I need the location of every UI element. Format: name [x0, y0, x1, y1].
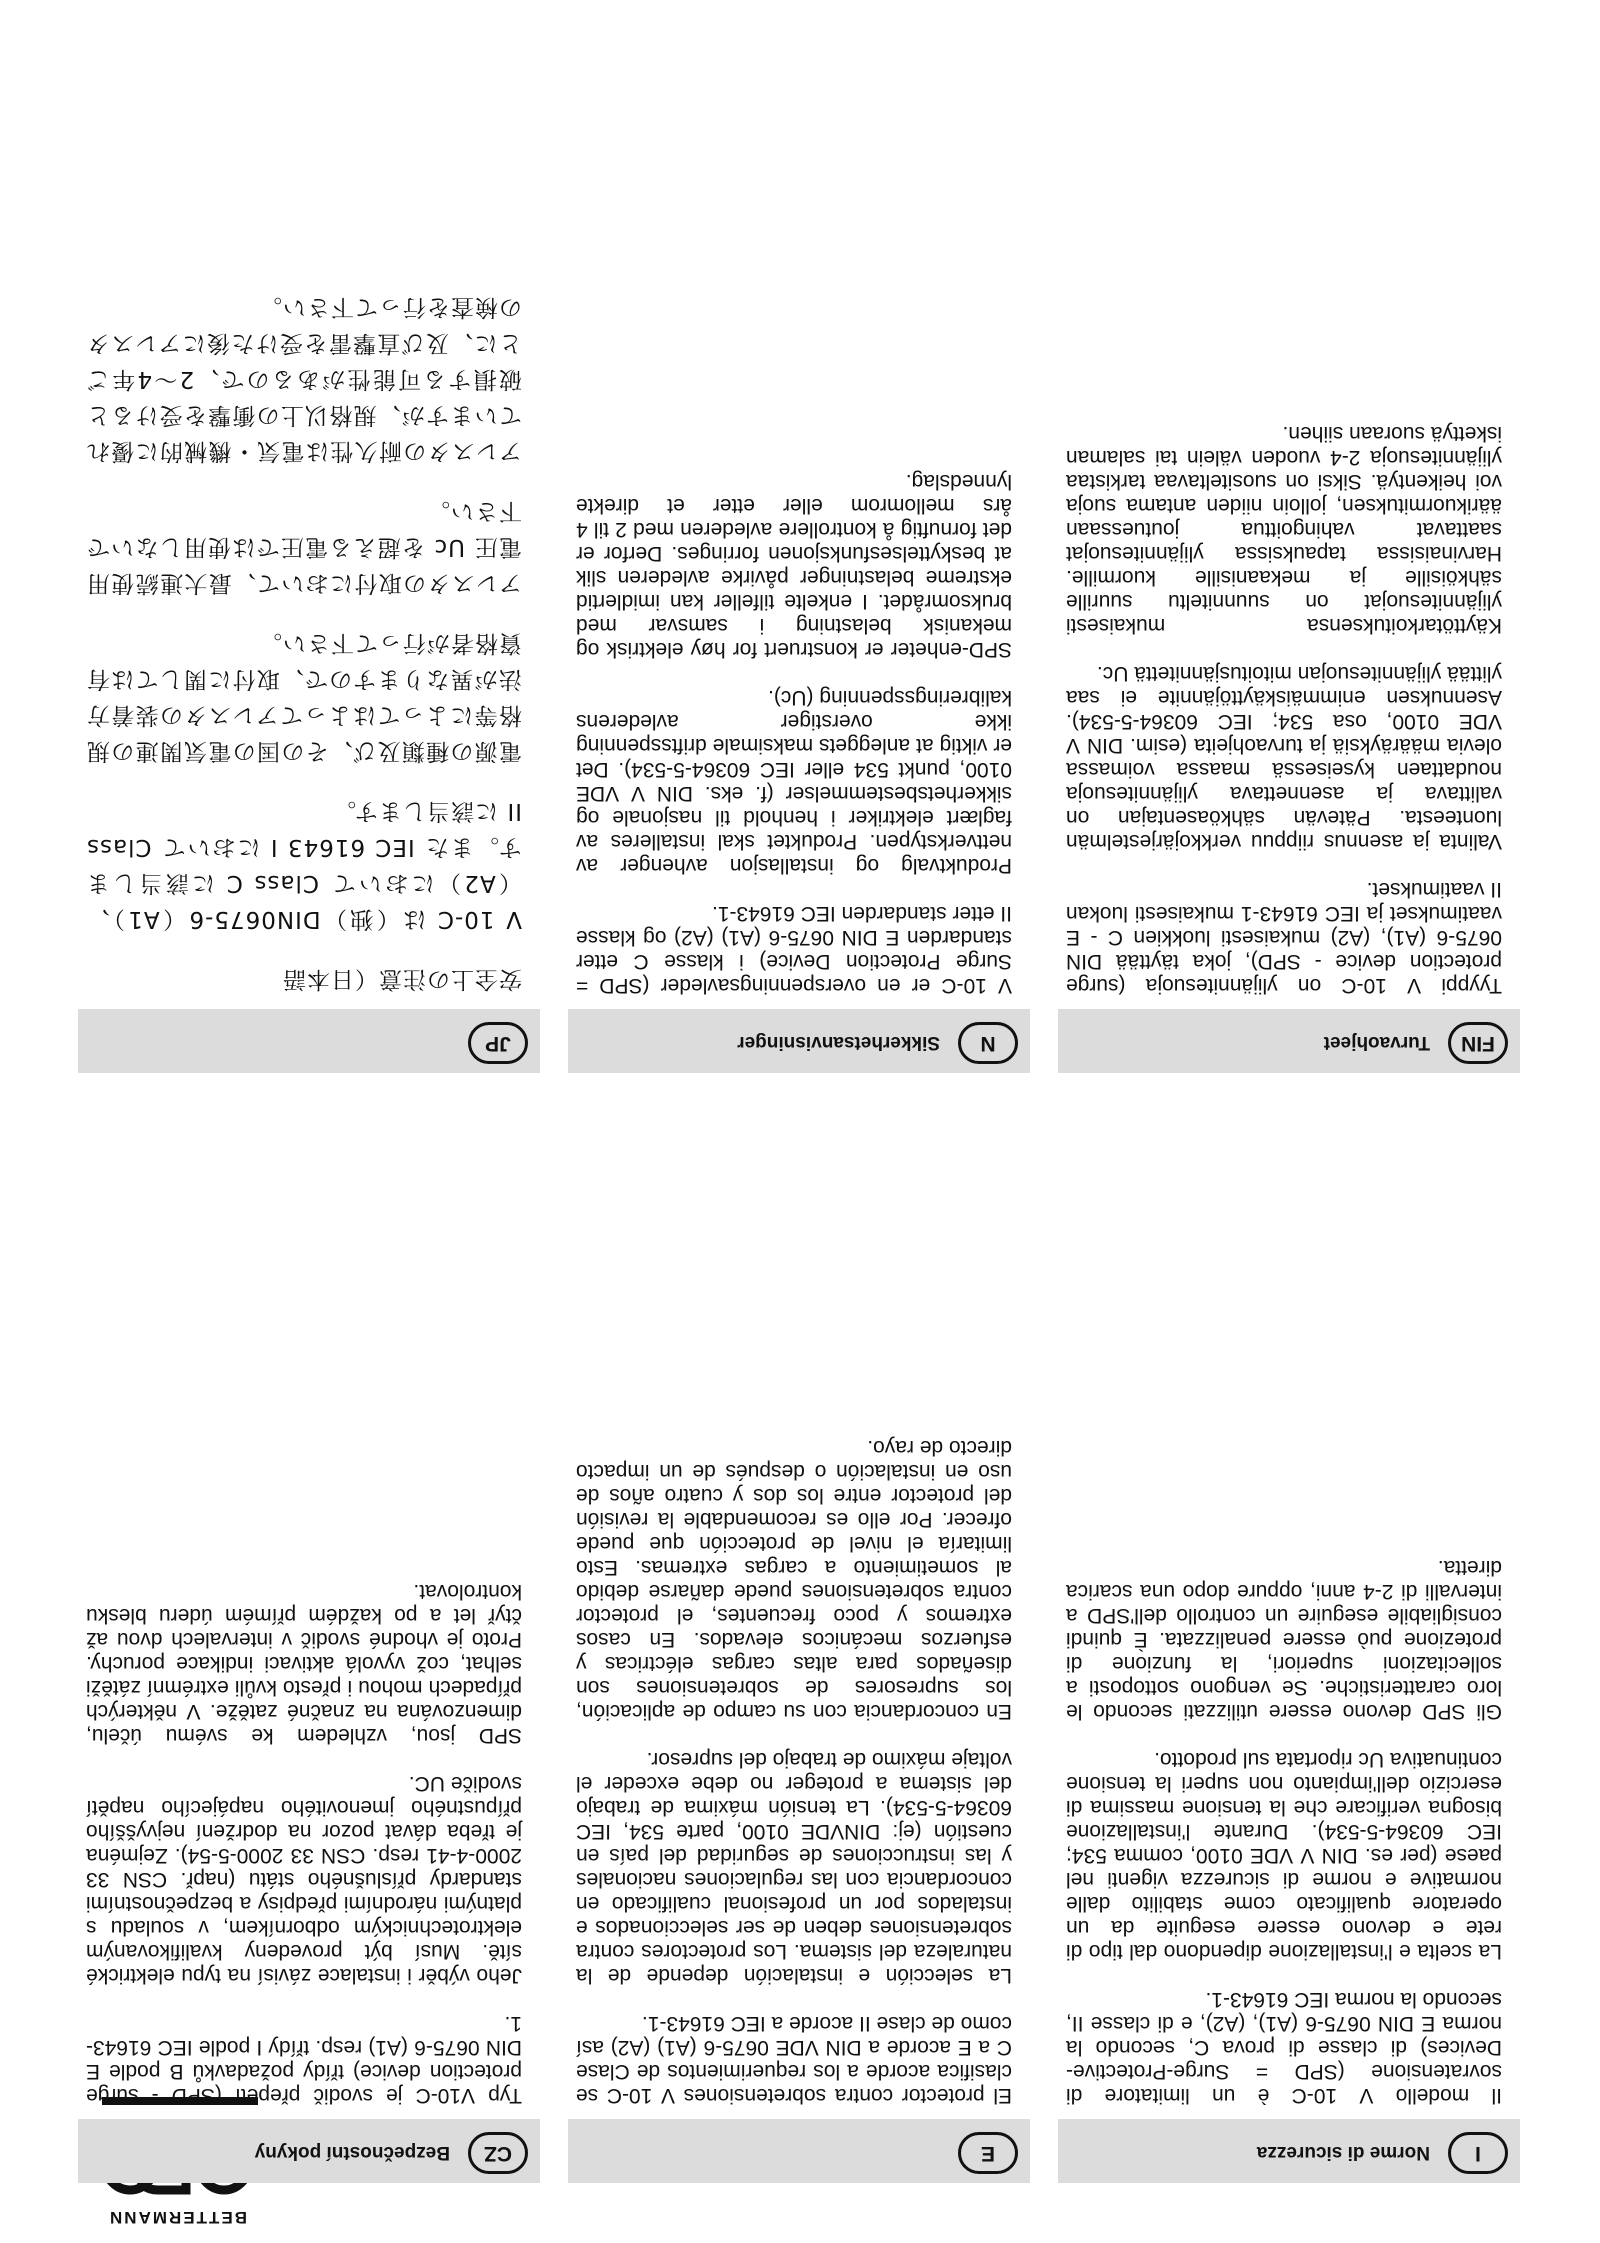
paragraph: 安全上の注意（日本語	[282, 966, 522, 992]
section-body	[78, 289, 540, 997]
section-e	[568, 1411, 1030, 2183]
section-n	[568, 445, 1030, 1073]
paragraph: Jeho výběr i instalace závisí na typu elektrické sítě. Musí být provedeny kvalifikovaným elektrotechnickým odborníkem, v souladu s platnými národními předpisy a bezpečnostními standardy příslušného státu (např. CSN 33 2000-4-41 resp. CSN 33 2000-5-54). Zejména je třeba dávat pozor na dodržení nejvyššího přípustného jmenovitého napájecího napětí svodiče UC.	[86, 1772, 522, 1987]
paragraph: Käyttötarkoituksensa mukaisesti ylijännitesuojat on suunniteltu suurille sähköisille ja mekaanisille kuormille. Harvinaisissa tapauksissa ylijännitesuojat saattavat vahingoittua joutuessaan äärikuormituksen, jolloin niiden antama suoja voi heikentyä. Siksi on suositeltavaa tarkistaa ylijännitesuoja 2-4 vuoden välein tai salaman iskettyä suoraan siihen.	[1066, 422, 1502, 637]
paragraph: Typ V10-C je svodič přepětí (SPD - surge protection device) třídy požadavků B podle E DIN 0675-6 (A1) resp. třídy I podle IEC 61643-1.	[86, 2012, 522, 2107]
section-body	[78, 1579, 540, 2107]
section-header	[1058, 1009, 1520, 1073]
section-header	[78, 1009, 540, 1073]
language-code-badge: N	[958, 1022, 1018, 1064]
section-header	[568, 1009, 1030, 1073]
paragraph: Produktvalg og installasjon avhenger av nettverkstypen. Produktet skal installeres av faglært elektriker i henhold til nasjonale og sikkerhetsbestemmelser (f. eks. DIN V VDE 0100, punkt 534 eller IEC 60364-5-534). Det er viktig at anleggets maksimale driftsspenning ikke overstiger avlederens kalibreringsspenning (Uc).	[576, 686, 1012, 877]
language-code-badge: FIN	[1448, 1022, 1508, 1064]
paragraph: Tyyppi V 10-C on ylijännitesuoja (surge protection device - SPD), joka täyttää DIN 0675-6 (A1), (A2) mukaisesti luokkien C - E vaatimukset ja IEC 61643-1 mukaisesti luokan II vaatimukset.	[1066, 878, 1502, 997]
paragraph: Valinta ja asennus riippuu verkkojärjestelmän luonteesta. Pätevän sähköasentajan on valittava ja asennettava ylijännitesuoja noudattaen kyseisessä maassa voimassa olevia määräyksiä ja turvaohjeita (esim. DIN V VDE 0100, osa 534; IEC 60364-5-534). Asennuksen enimmäiskäyttöjännite ei saa ylittää ylijännitesuojan mitoitusjännitettä Uc.	[1066, 662, 1502, 853]
section-body	[568, 469, 1030, 997]
language-code-badge: E	[958, 2132, 1018, 2174]
section-fin	[1058, 397, 1520, 1073]
paragraph: SPD jsou, vzhledem ke svému účelu, dimenzována na značné zatěže. V některých případech mohou i přesto kvůli extrémní zátěži selhat, což vyvolá aktivaci indikace poruchy. Proto je vhodné svodič v intervalech dvou až čtyř let a po každém přímém úderu blesku kontrolovat.	[86, 1580, 522, 1747]
section-body	[568, 1435, 1030, 2107]
paragraph: La selección e instalación depende de la naturaleza del sistema. Los protectores contra sobretensiones deben de ser seleccionados e instalados por un profesional cualificado en concordancia con las regulaciones nacionales y las instrucciones de seguridad del país en cuestión (ej: DINVDE 0100, parte 534, IEC 60364-5-534). La tensión máxima de trabajo del sistema a proteger no debe exceder el voltaje máximo de trabajo del supresor.	[576, 1748, 1012, 1987]
section-i	[1058, 1531, 1520, 2183]
paragraph: V 10-C er en overspenningsavleder (SPD = Surge Protection Device) i klasse C etter standarden E DIN 0675-6 (A1) (A2) og klasse II etter standarden IEC 61643-1.	[576, 902, 1012, 997]
section-title: Sikkerhetsanvisninger	[737, 1032, 940, 1053]
section-cz	[78, 1555, 540, 2183]
section-header	[568, 2119, 1030, 2183]
paragraph: El protector contra sobretensiones V 10-C se clasifica acorde a los requerimientos de Clase C a E acorde a DIN VDE 0675-6 (A1) (A2) así como de clase II acorde a IEC 61643-1.	[576, 2012, 1012, 2107]
section-title: Bezpečnostní pokyny	[254, 2142, 450, 2163]
language-code-badge: JP	[468, 1022, 528, 1064]
paragraph: La scelta e l'installazione dipendono dal tipo di rete e devono essere eseguite da un operatore qualificato come stabilito dalle normative e norme di sicurezza vigenti nel paese (per es. DIN V VDE 0100, comma 534; IEC 60364-5-534). Durante l'installazione bisogna verificare che la tensione massima di esercizio dell'impianto non superi la tensione continuativa Uc riportata sul prodotto.	[1066, 1748, 1502, 1963]
section-title: Norme di sicurezza	[1256, 2142, 1430, 2163]
paragraph: アレスタの取付において、最大連続使用電圧 Uc を超える電圧では使用しないで下さい。	[86, 498, 522, 596]
language-code-badge: I	[1448, 2132, 1508, 2174]
section-header	[1058, 2119, 1520, 2183]
paragraph: Gli SPD devono essere utilizzati secondo le loro caratteristiche. Se vengono sottoposti a sollecitazioni superiori, la funzione di protezione può essere penalizzata. È quindi consigliabile eseguire un controllo dell'SPD a intervalli di 2-4 anni, oppure dopo una scarica diretta.	[1066, 1556, 1502, 1723]
paragraph: V 10-C は（独）DIN0675-6（A1）、（A2）において Class C に該当します。また IEC 61643 I において Class II に該当します。	[86, 798, 522, 932]
paragraph: アレスタの耐久性は電気・機械的に優れていますが、規格以上の衝撃を受けると破損する可能性があるので、2〜4年ごとに、及び直撃雷を受けた後にアレスタの検査を行って下さい。	[86, 294, 522, 464]
paragraph: En concordancia con su campo de aplicación, los supresores de sobretensiones son diseñados para altas cargas eléctricas y esfuerzos mecánicos elevados. En casos extremos y poco frecuentes, el protector contra sobretensiones puede dañarse debido al sometimiento a cargas extremas. Esto limitaría el nivel de protección que puede ofrecer. Por ello es recomendable la revisión del protector entre los dos y cuatro años de uso en instalación o después de un impacto directo de rayo.	[576, 1436, 1012, 1723]
paragraph: Il modello V 10-C è un limitatore di sovratensione (SPD = Surge-Protective-Devices) di classe di prova C, secondo la norma E DIN 0675-6 (A1), (A2), e di classe II, secondo la norma IEC 61643-1.	[1066, 1988, 1502, 2107]
section-title: Turvaohjeet	[1323, 1032, 1430, 1053]
language-code-badge: CZ	[468, 2132, 528, 2174]
section-header	[78, 2119, 540, 2183]
section-jp	[78, 265, 540, 1073]
section-body	[1058, 1555, 1520, 2107]
paragraph: 電源の種類及び、その国の電気関連の規格等によってはよってアレスタの装着方法が異なりますので、取付に関しては有資格者が行って下さい。	[86, 630, 522, 764]
logo-subtitle: BETTERMANN	[108, 2208, 247, 2227]
paragraph: SPD-enheter er konstruert for høy elektrisk og mekanisk belastning i samsvar med bruksområdet. I enkelte tilfeller kan imidlertid ekstreme belastninger påvirke avlederen slik at beskyttelsesfunksjonen forringes. Derfor er det fornuftig å kontrollere avlederen med 2 til 4 års mellomrom eller etter et direkte lynnedslag.	[576, 470, 1012, 661]
section-body	[1058, 421, 1520, 997]
